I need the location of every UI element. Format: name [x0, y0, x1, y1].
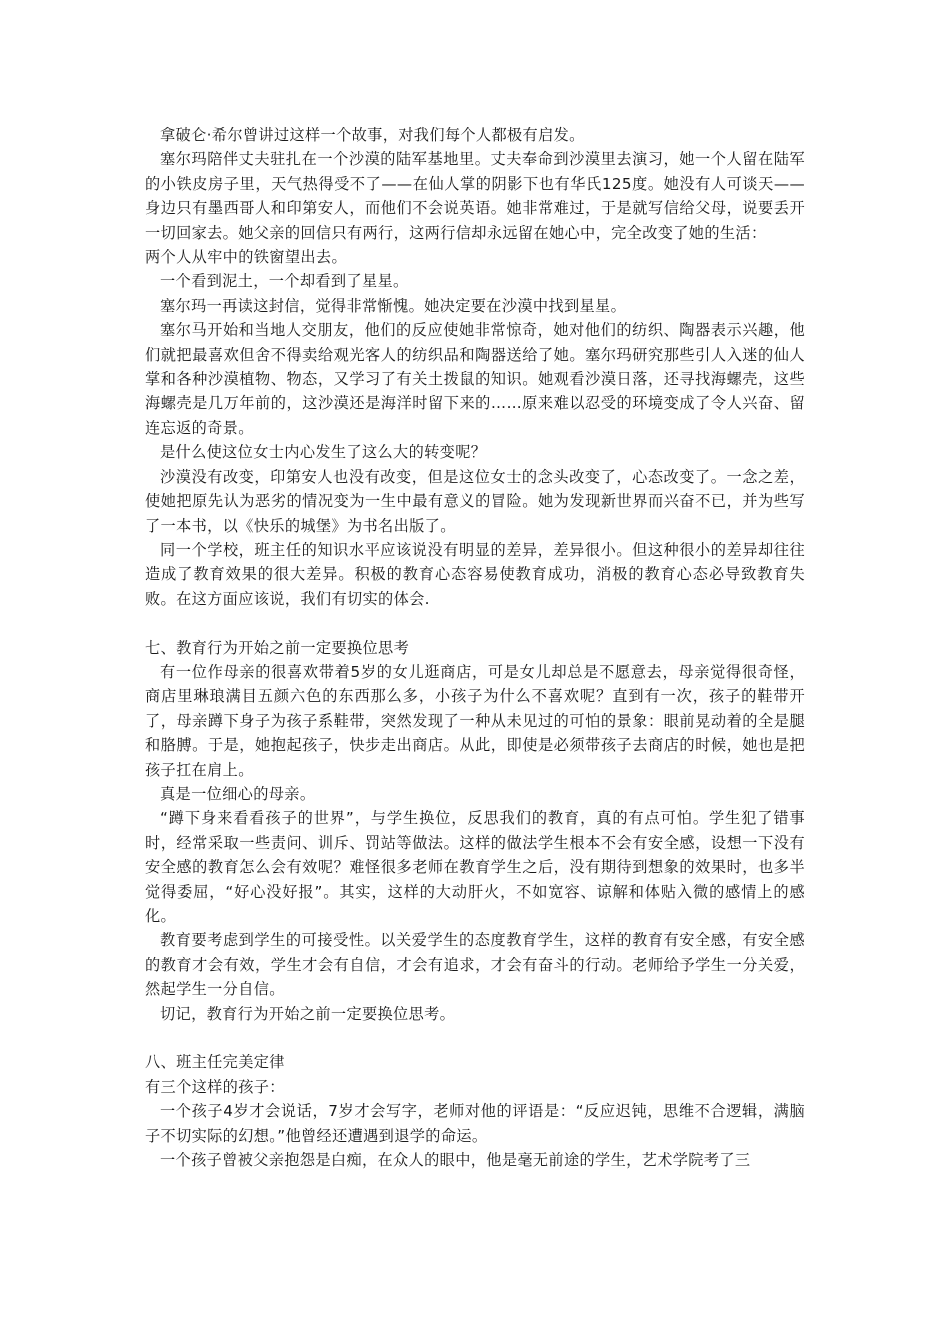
paragraph-mindset-change: 沙漠没有改变，印第安人也没有改变，但是这位女士的念头改变了，心态改变了。一念之差，使她把原先认为恶劣的情况变为一生中最有意义的冒险。她为发现新世界而兴奋不已，并为些写了一本书，以《快乐的城堡》为书名出版了。 [145, 467, 805, 535]
paragraph-three-children: 有三个这样的孩子： [145, 1077, 285, 1096]
paragraph-acceptability: 教育要考虑到学生的可接受性。以关爱学生的态度教育学生，这样的教育有安全感，有安全感的教育才会有效，学生才会有自信，才会有追求，才会有奋斗的行动。老师给予学生一分关爱，然起学生一分自信。 [145, 931, 805, 999]
section-heading-eight: 八、班主任完美定律 [145, 1053, 285, 1072]
paragraph-child-world: “蹲下身来看看孩子的世界”，与学生换位，反思我们的教育，真的有点可怕。学生犯了错事时，经常采取一些责问、训斥、罚站等做法。这样的做法学生根本不会有安全感，设想一下没有安全感的教育怎么会有效呢？难怪很多老师在教育学生之后，没有期待到想象的效果时，也多半觉得委屈，“好心没好报”。其实，这样的大动肝火，不如宽容、谅解和体贴入微的感情上的感化。 [145, 809, 805, 925]
paragraph-story-intro: 拿破仑·希尔曾讲过这样一个故事，对我们每个人都极有启发。 [160, 126, 585, 144]
paragraph-child-two: 一个孩子曾被父亲抱怨是白痴，在众人的眼中，他是毫无前途的学生，艺术学院考了三 [160, 1151, 751, 1170]
paragraph-child-one: 一个孩子4岁才会说话，7岁才会写字，老师对他的评语是：“反应迟钝，思维不合逻辑，满脑子不切实际的幻想。”他曾经还遭遇到退学的命运。 [145, 1102, 805, 1145]
blank-line [145, 1026, 805, 1050]
paragraph-mother-store: 有一位作母亲的很喜欢带着5岁的女儿逛商店，可是女儿却总是不愿意去，母亲觉得很奇怪，商店里琳琅满目五颜六色的东西那么多，小孩子为什么不喜欢呢？直到有一次，孩子的鞋带开了，母亲蹲下身子为孩子系鞋带，突然发现了一种从未见过的可怕的景象：眼前晃动着的全是腿和胳膊。于是，她抱起孩子，快步走出商店。从此，即使是必须带孩子去商店的时候，她也是把孩子扛在肩上。 [145, 662, 805, 779]
paragraph-selma-ashamed: 塞尔玛一再读这封信，觉得非常惭愧。她决定要在沙漠中找到星星。 [160, 296, 627, 315]
paragraph-letter-line-2: 一个看到泥土，一个却看到了星星。 [160, 272, 409, 291]
paragraph-letter-line-1: 两个人从牢中的铁窗望出去。 [145, 248, 347, 267]
paragraph-remember: 切记，教育行为开始之前一定要换位思考。 [160, 1004, 456, 1023]
paragraph-teacher-mindset: 同一个学校，班主任的知识水平应该说没有明显的差异，差异很小。但这种很小的差异却往往造成了教育效果的很大差异。积极的教育心态容易使教育成功，消极的教育心态必导致教育失败。在这方面应该说，我们有切实的体会. [145, 540, 805, 608]
document-body [145, 123, 805, 1172]
paragraph-careful-mother: 真是一位细心的母亲。 [160, 784, 316, 803]
blank-line [145, 611, 805, 635]
paragraph-selma-desert: 塞尔玛陪伴丈夫驻扎在一个沙漠的陆军基地里。丈夫奉命到沙漠里去演习，她一个人留在陆军的小铁皮房子里，天气热得受不了——在仙人掌的阴影下也有华氏125度。她没有人可谈天——身边只有墨西哥人和印第安人，而他们不会说英语。她非常难过，于是就写信给父母，说要丢开一切回家去。她父亲的回信只有两行，这两行信却永远留在她心中，完全改变了她的生活： [145, 150, 805, 242]
paragraph-selma-friends: 塞尔马开始和当地人交朋友，他们的反应使她非常惊奇，她对他们的纺织、陶器表示兴趣，他们就把最喜欢但舍不得卖给观光客人的纺织品和陶器送给了她。塞尔玛研究那些引人入迷的仙人掌和各种沙漠植物、物态，又学习了有关土拨鼠的知识。她观看沙漠日落，还寻找海螺壳，这些海螺壳是几万年前的，这沙漠还是海洋时留下来的……原来难以忍受的环境变成了令人兴奋、留连忘返的奇景。 [145, 321, 805, 437]
section-heading-seven: 七、教育行为开始之前一定要换位思考 [145, 638, 410, 657]
paragraph-question: 是什么使这位女士内心发生了这么大的转变呢？ [160, 443, 487, 462]
